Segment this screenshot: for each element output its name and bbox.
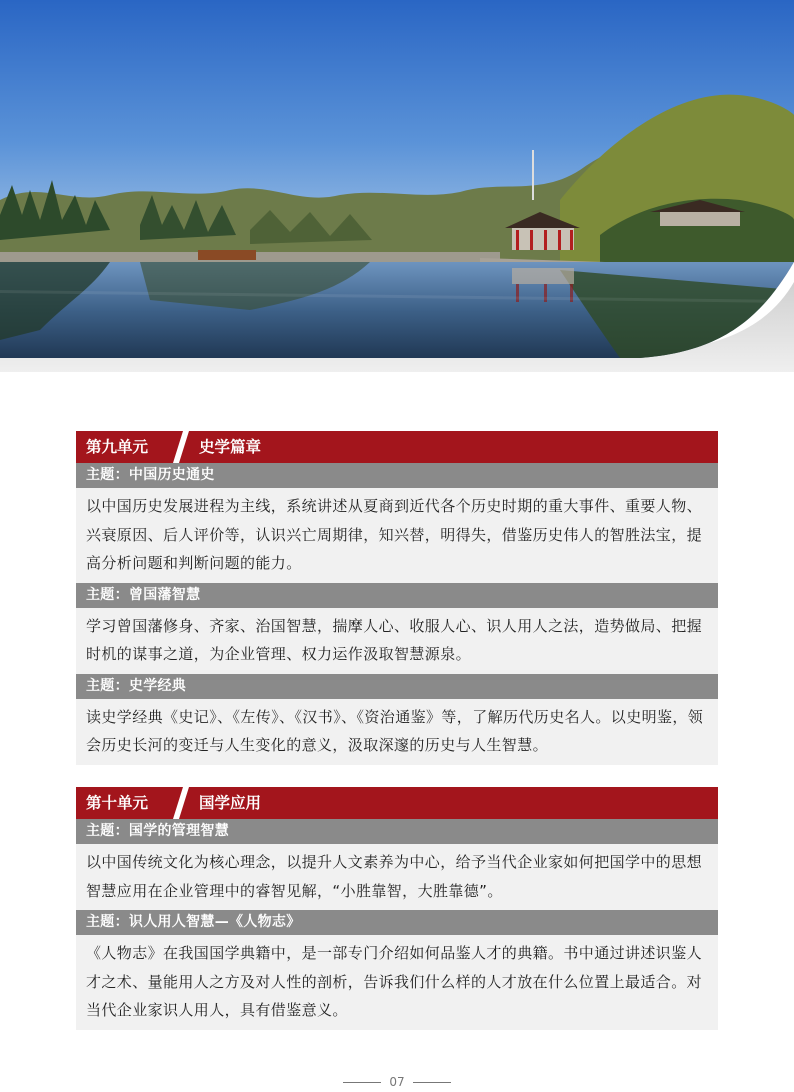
page-footer [0, 1073, 794, 1091]
topic-body [76, 488, 718, 583]
unit-number: 第十单元 [86, 794, 149, 812]
unit-title: 史学篇章 [199, 438, 262, 456]
topic-label: 主题：曾国藩智慧 [76, 583, 718, 608]
unit-header [76, 787, 718, 819]
unit-header [76, 431, 718, 463]
footer-rule-right [413, 1082, 451, 1083]
topic-label: 主题：国学的管理智慧 [76, 819, 718, 844]
topic-label: 主题：中国历史通史 [76, 463, 718, 488]
topic-label: 主题：史学经典 [76, 674, 718, 699]
unit-number: 第九单元 [86, 438, 149, 456]
slash-divider-icon [166, 431, 200, 463]
unit-section [76, 431, 718, 765]
hero-photo [0, 0, 794, 372]
topic-text: 以中国历史发展进程为主线，系统讲述从夏商到近代各个历史时期的重大事件、重要人物、兴衰原因、后人评价等，认识兴亡周期律，知兴替，明得失，借鉴历史伟人的智胜法宝，提高分析问题和判断问题的能力。 [86, 497, 703, 572]
unit-title: 国学应用 [199, 794, 262, 812]
topic-body [76, 699, 718, 765]
topic-label: 主题：识人用人智慧—《人物志》 [76, 910, 718, 935]
topic-text: 《人物志》在我国国学典籍中，是一部专门介绍如何品鉴人才的典籍。书中通过讲述识鉴人才之术、量能用人之方及对人性的剖析，告诉我们什么样的人才放在什么位置上最适合。对当代企业家识人用人，具有借鉴意义。 [86, 944, 703, 1019]
footer-rule-left [343, 1082, 381, 1083]
topic-body [76, 608, 718, 674]
topic-body [76, 935, 718, 1030]
topic-body [76, 844, 718, 910]
slash-divider-icon [166, 787, 200, 819]
topic-text: 学习曾国藩修身、齐家、治国智慧，揣摩人心、收服人心、识人用人之法，造势做局、把握时机的谋事之道，为企业管理、权力运作汲取智慧源泉。 [86, 616, 703, 663]
unit-section [76, 787, 718, 1030]
topic-text: 读史学经典《史记》、《左传》、《汉书》、《资治通鉴》等，了解历代历史名人。以史明鉴，领会历史长河的变迁与人生变化的意义，汲取深邃的历史与人生智慧。 [86, 707, 704, 754]
page-number: 07 [389, 1075, 405, 1089]
topic-text: 以中国传统文化为核心理念，以提升人文素养为中心，给予当代企业家如何把国学中的思想智慧应用在企业管理中的睿智见解，“小胜靠智，大胜靠德”。 [86, 853, 703, 900]
